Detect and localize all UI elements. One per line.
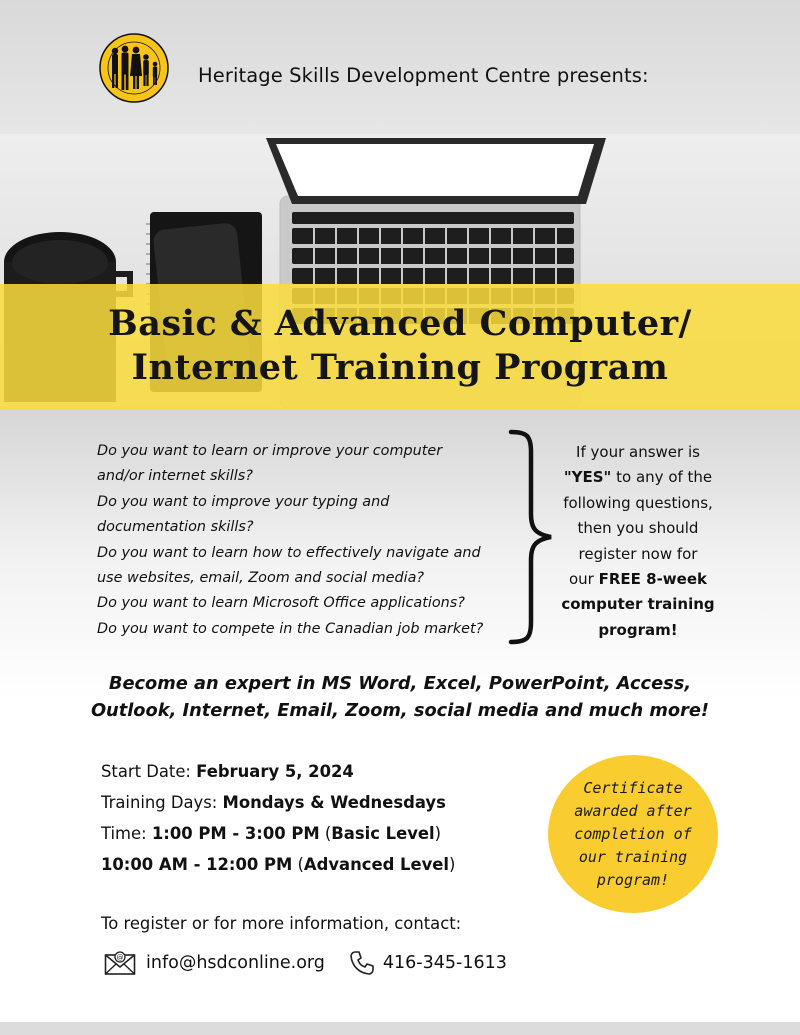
answer-line-bold: computer training — [561, 595, 715, 614]
questions-list — [97, 439, 517, 642]
question-line: and/or internet skills? — [97, 468, 253, 485]
email-link[interactable]: info@hsdconline.org — [146, 953, 325, 973]
time-advanced: 10:00 AM - 12:00 PM (Advanced Level) — [101, 855, 456, 874]
answer-line: following questions, — [563, 493, 713, 512]
training-days: Training Days: Mondays & Wednesdays — [101, 793, 446, 812]
expert-line-1: Become an expert in MS Word, Excel, PowerPoint, Access, — [108, 673, 692, 694]
program-title — [0, 302, 800, 390]
answer-line: then you should — [577, 519, 699, 538]
program-details — [101, 756, 541, 880]
expert-statement — [0, 670, 800, 724]
question-line: use websites, email, Zoom and social media? — [97, 570, 425, 587]
yes-emphasis: "YES" — [563, 468, 612, 487]
question-line: Do you want to learn or improve your computer — [97, 443, 443, 459]
title-line-2: Internet Training Program — [131, 347, 669, 388]
question-line: Do you want to compete in the Canadian job market? — [97, 620, 484, 637]
phone-number[interactable]: 416-345-1613 — [382, 953, 507, 973]
title-line-1: Basic & Advanced Computer/ — [108, 303, 692, 344]
question-line: Do you want to learn how to effectively navigate and — [97, 544, 481, 561]
expert-line-2: Outlook, Internet, Email, Zoom, social media and much more! — [90, 700, 710, 721]
phone-icon — [349, 950, 375, 976]
question-line: documentation skills? — [97, 519, 254, 536]
contact-row — [104, 946, 507, 980]
logo — [82, 32, 182, 110]
svg-text:@: @ — [116, 953, 124, 962]
answer-line: our — [569, 570, 599, 589]
question-line: Do you want to improve your typing and — [97, 493, 390, 510]
free-emphasis: FREE 8-week — [598, 570, 707, 589]
time-basic: Time: 1:00 PM - 3:00 PM (Basic Level) — [101, 824, 442, 843]
answer-line: If your answer is — [576, 443, 700, 461]
certificate-text: Certificate awarded after completion of our training program! — [574, 778, 692, 889]
answer-line-bold: program! — [598, 620, 678, 639]
answer-text — [552, 440, 724, 643]
email-icon — [104, 950, 136, 976]
answer-line: register now for — [578, 544, 698, 563]
presents-text: Heritage Skills Development Centre presents: — [198, 64, 649, 87]
certificate-badge — [548, 755, 718, 913]
answer-line: to any of the — [611, 468, 713, 487]
start-date: Start Date: February 5, 2024 — [101, 762, 354, 781]
register-text: To register or for more information, contact: — [101, 914, 462, 933]
question-line: Do you want to learn Microsoft Office applications? — [97, 595, 465, 612]
footer-bar — [0, 1022, 800, 1035]
